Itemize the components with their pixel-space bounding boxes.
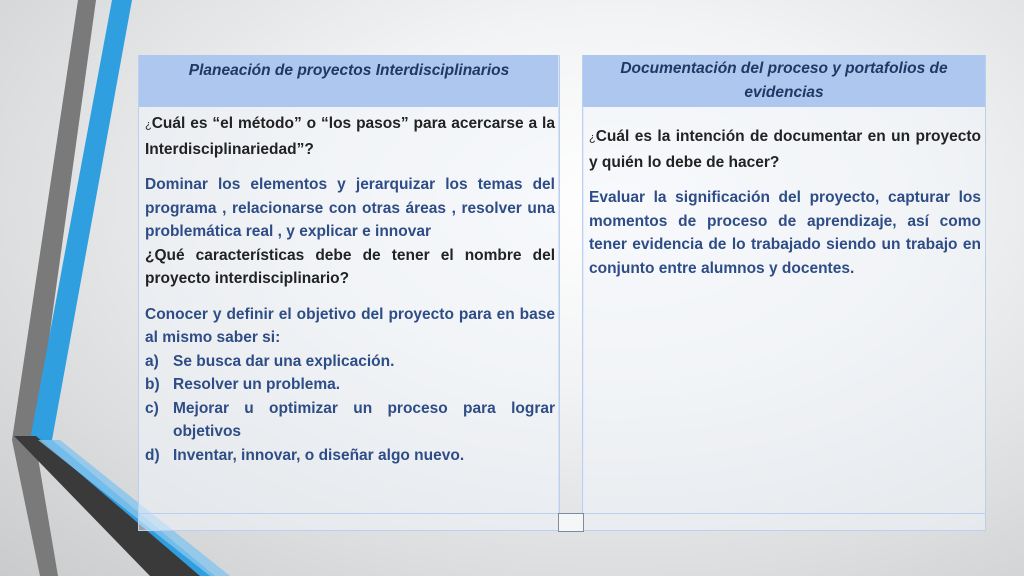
column-gap bbox=[558, 55, 584, 531]
documentation-header: Documentación del proceso y portafolios de evidencias bbox=[583, 55, 985, 107]
documentation-body bbox=[589, 125, 981, 280]
planning-column bbox=[138, 55, 560, 531]
list-item: b) Resolver un problema. bbox=[145, 376, 341, 393]
list-item: d) Inventar, innovar, o diseñar algo nuevo. bbox=[145, 446, 465, 464]
content-table bbox=[138, 55, 986, 531]
documentation-answer-1: Evaluar la significación del proyecto, capturar los momentos de proceso de aprendizaje, así como tener evidencia de lo trabajado siendo un trabajo en conjunto entre alumnos y docentes. bbox=[589, 189, 981, 277]
planning-body bbox=[145, 112, 555, 467]
table-resize-handle[interactable] bbox=[558, 513, 584, 532]
planning-header: Planeación de proyectos Interdisciplinarios bbox=[139, 55, 559, 107]
planning-list bbox=[145, 350, 555, 468]
inverted-question-mark: ¿ bbox=[589, 132, 596, 144]
documentation-question-1: ¿Cuál es la intención de documentar en un proyecto y quién lo debe de hacer? bbox=[589, 128, 981, 171]
documentation-column bbox=[582, 55, 986, 531]
planning-question-2: ¿Qué características debe de tener el nombre del proyecto interdisciplinario? bbox=[145, 246, 555, 287]
planning-question-1: ¿Cuál es “el método” o “los pasos” para acercarse a la Interdisciplinariedad”? bbox=[145, 115, 555, 158]
planning-answer-2: Conocer y definir el objetivo del proyecto para en base al mismo saber si: bbox=[145, 305, 555, 346]
inverted-question-mark: ¿ bbox=[145, 119, 152, 131]
list-item: c) Mejorar u optimizar un proceso para lograr objetivos bbox=[145, 399, 555, 440]
list-item: a) Se busca dar una explicación. bbox=[145, 352, 395, 370]
planning-answer-1: Dominar los elementos y jerarquizar los temas del programa , relacionarse con otras áreas , resolver una problemática real , y explicar e innovar bbox=[145, 176, 555, 240]
